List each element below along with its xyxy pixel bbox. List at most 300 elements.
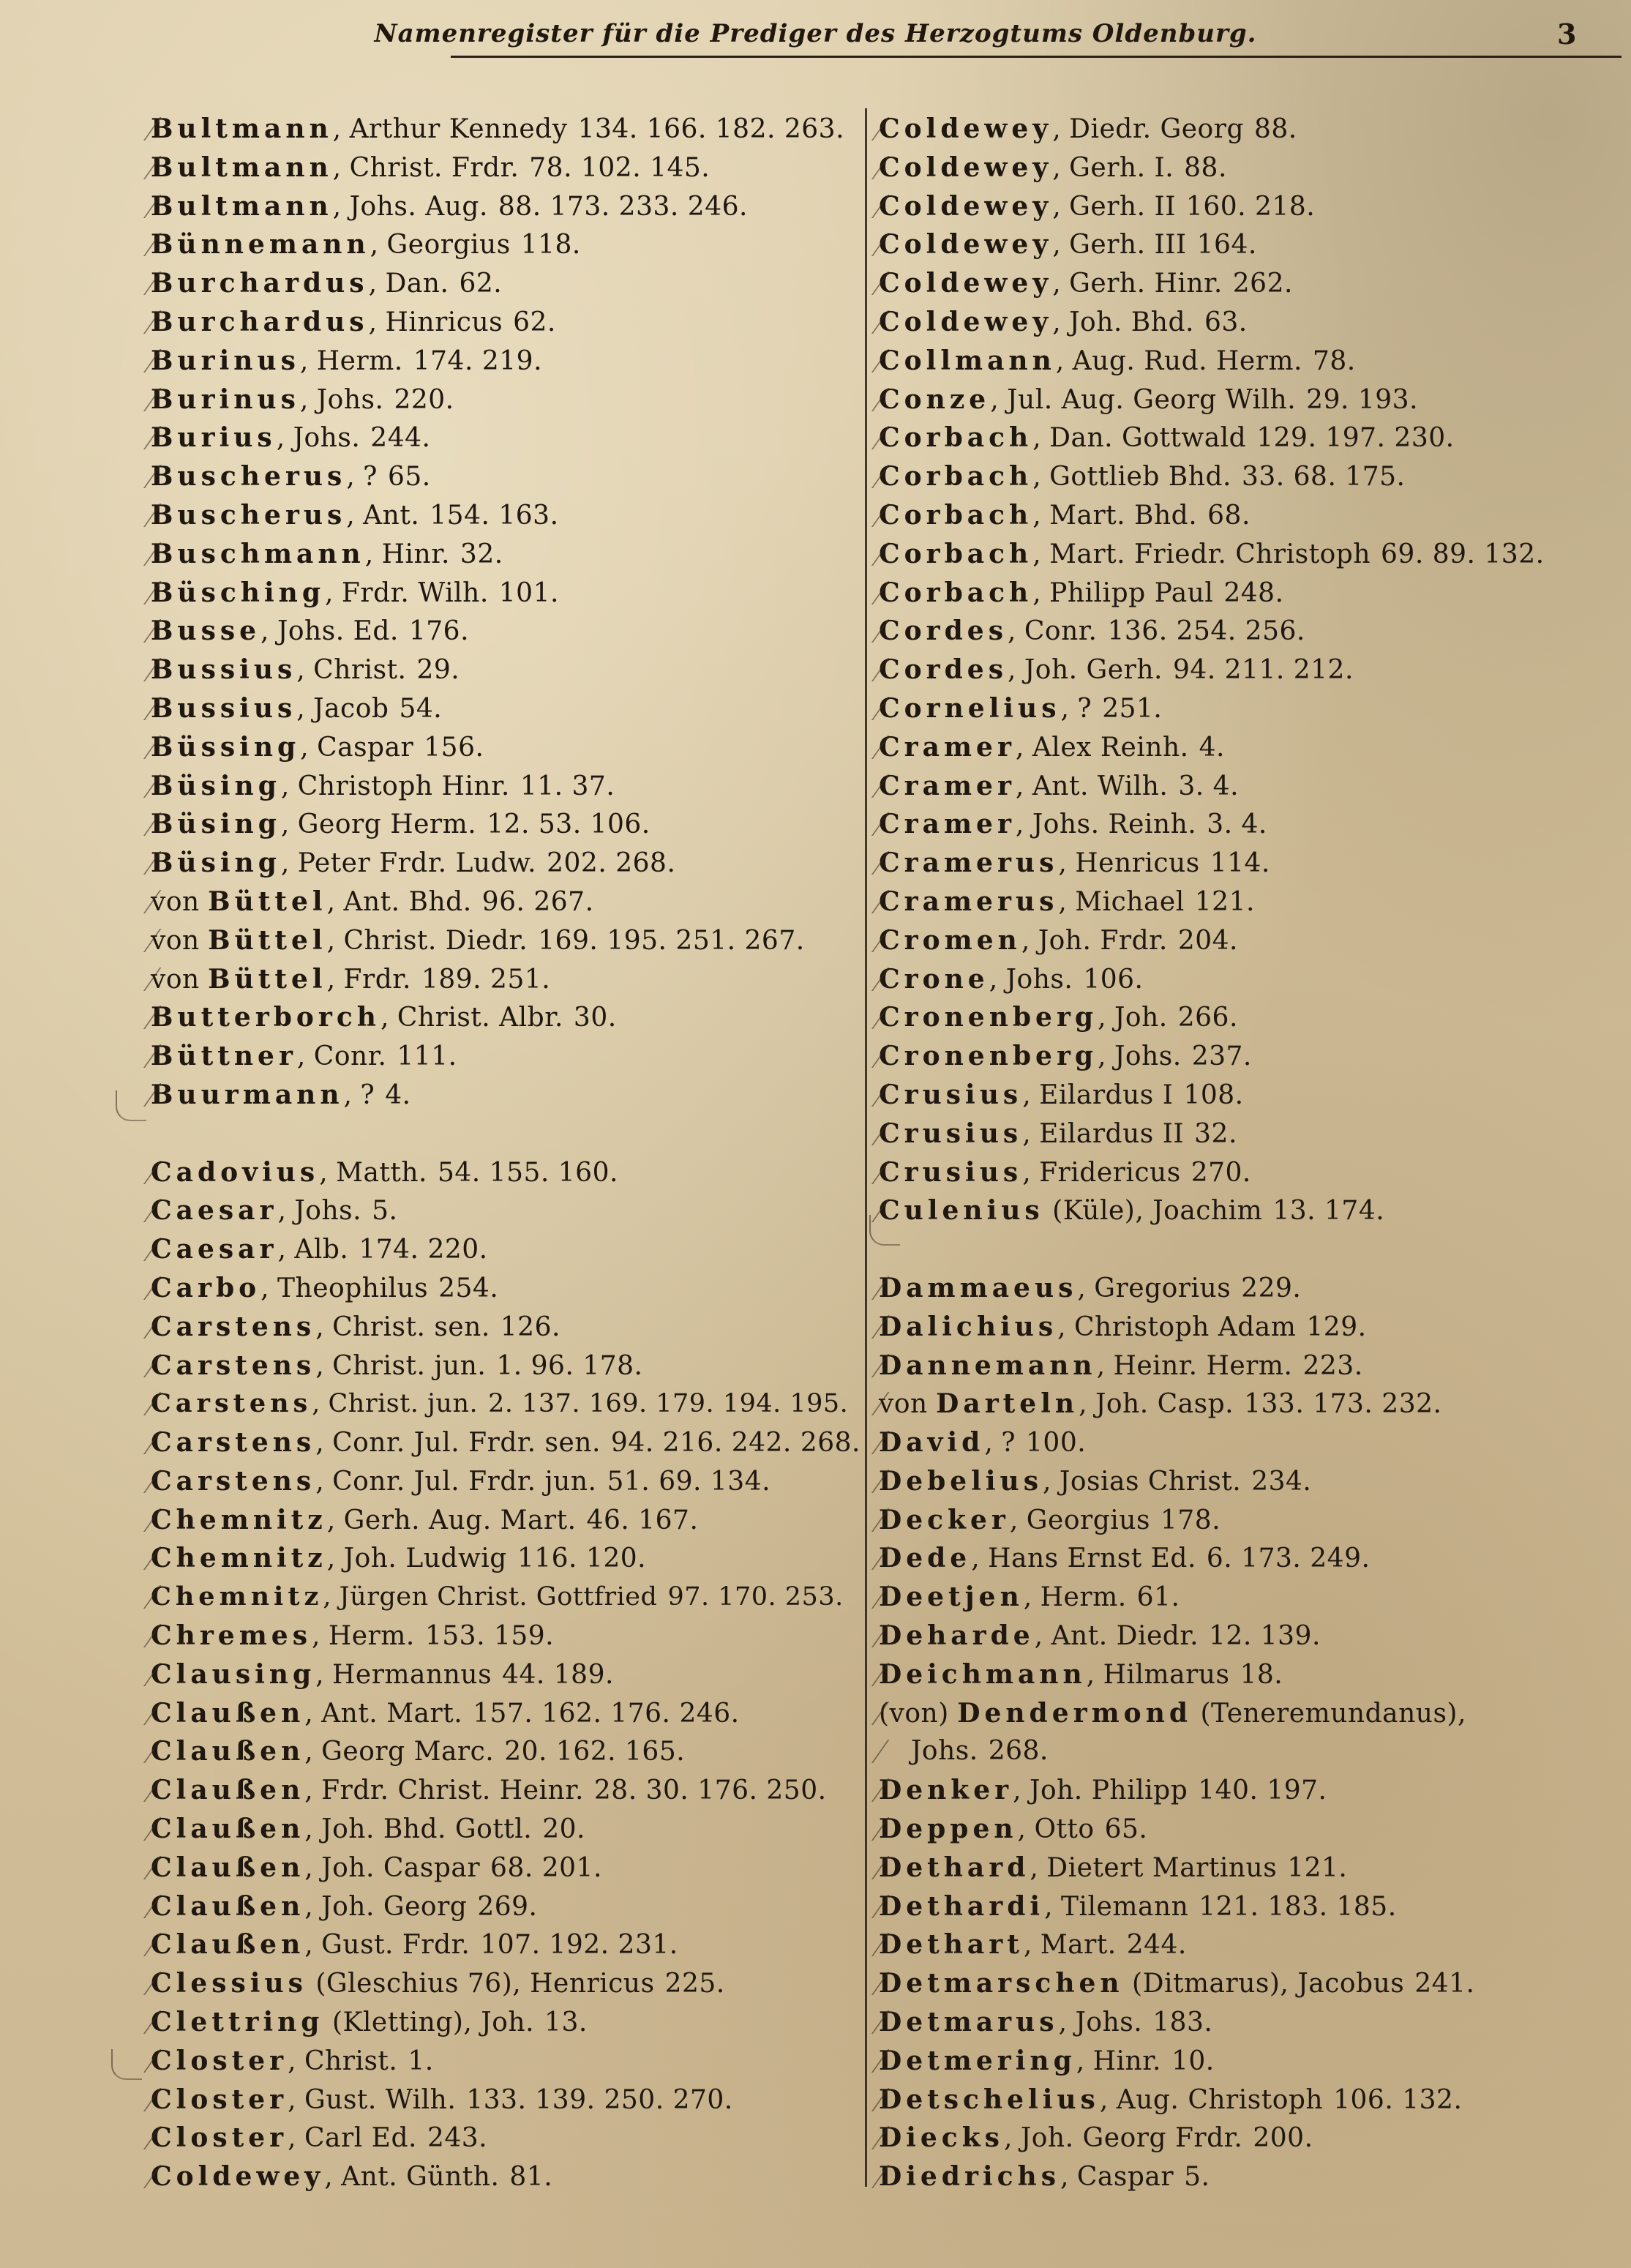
entry-surname: Clausing [151, 1658, 316, 1690]
entry-given-names: Henricus [1075, 848, 1200, 879]
entry-pages: 5. [1184, 2162, 1210, 2193]
entry-given-names: Mart. Friedr. Christoph [1049, 539, 1371, 569]
entry-surname: Dendermond [957, 1697, 1193, 1729]
entry-given-names: Frdr. Wilh. [341, 577, 489, 608]
register-entry: Carstens, Christ. jun. 1. 96. 178. [151, 1347, 861, 1385]
entry-surname: Burinus [151, 383, 300, 415]
entry-pages: 111. [397, 1041, 457, 1072]
entry-given-names: Johs. [1114, 1041, 1182, 1072]
register-entry: Denker, Joh. Philipp 140. 197. [879, 1771, 1618, 1810]
register-entry: Detmering, Hinr. 10. [879, 2042, 1618, 2081]
register-entry: Burinus, Johs. 220. [151, 381, 861, 419]
entry-given-names: Georgius [386, 230, 511, 261]
register-entry: Carstens, Christ. jun. 2. 137. 169. 179. 194. 195. [151, 1385, 861, 1423]
register-entry: Carstens, Conr. Jul. Frdr. sen. 94. 216. 242. 268. [151, 1423, 861, 1462]
entry-surname: Chemnitz [151, 1543, 327, 1574]
entry-given-names: Alb. [294, 1235, 349, 1265]
entry-surname: Claußen [151, 1852, 305, 1883]
section-gap [151, 1115, 861, 1153]
entry-given-names: Joh. Caspar [321, 1852, 481, 1883]
entry-surname: Cordes [879, 654, 1008, 686]
register-entry: Büsching, Frdr. Wilh. 101. [151, 574, 861, 613]
entry-surname: Claußen [151, 1890, 305, 1922]
entry-pages: 220. [394, 384, 454, 415]
entry-given-names: Fridericus [1039, 1157, 1181, 1188]
register-entry: Claußen, Joh. Georg 269. [151, 1887, 861, 1926]
entry-pages: 3. 4. [1178, 771, 1240, 801]
entry-given-names: Gregorius [1094, 1273, 1231, 1303]
entry-pages: 234. [1251, 1466, 1312, 1497]
entry-surname: Cramer [879, 770, 1016, 801]
register-entry: Büsing, Georg Herm. 12. 53. 106. [151, 805, 861, 844]
entry-pages: 20. 162. 165. [504, 1737, 686, 1767]
entry-surname: David [879, 1427, 985, 1459]
entry-surname: Detmarschen [879, 1968, 1124, 1999]
page-number: 3 [1557, 18, 1577, 50]
pencil-mark [116, 1090, 146, 1121]
register-entry: Chemnitz, Jürgen Christ. Gottfried 97. 170. 253. [151, 1578, 861, 1617]
entry-surname: Cramer [879, 809, 1016, 840]
entry-pages: 160. 218. [1185, 191, 1316, 222]
entry-pages: 243. [427, 2123, 488, 2154]
entry-given-names: Jürgen Christ. Gottfried [339, 1582, 658, 1612]
register-entry: Corbach, Dan. Gottwald 129. 197. 230. [879, 419, 1618, 457]
register-entry: Claußen, Ant. Mart. 157. 162. 176. 246. [151, 1694, 861, 1733]
entry-surname: Corbach [879, 461, 1033, 493]
entry-surname: Dethart [879, 1929, 1024, 1961]
register-entry: Cramerus, Michael 121. [879, 883, 1618, 921]
entry-surname: Deichmann [879, 1658, 1087, 1690]
name-prefix: von [151, 964, 200, 995]
entry-surname: Claußen [151, 1814, 305, 1845]
register-entry: Dammaeus, Gregorius 229. [879, 1269, 1618, 1308]
entry-pages: 11. 37. [520, 771, 615, 801]
register-entry: Deetjen, Herm. 61. [879, 1578, 1618, 1617]
entry-pages: 153. 159. [424, 1621, 555, 1652]
entry-pages: 13. [544, 2007, 588, 2038]
entry-given-names: Hermannus [332, 1659, 492, 1690]
register-entry: Dethardi, Tilemann 121. 183. 185. [879, 1887, 1618, 1926]
entry-pages: 13. 174. [1272, 1196, 1385, 1227]
entry-surname: Coldewey [879, 229, 1053, 261]
entry-given-names: Philipp Paul [1049, 577, 1214, 608]
entry-pages: 251. [1102, 693, 1163, 724]
entry-pages: 94. 211. 212. [1172, 655, 1354, 686]
entry-pages: 121. [1194, 886, 1255, 917]
entry-pages: 12. 139. [1209, 1621, 1321, 1652]
register-entry: Bussius, Christ. 29. [151, 651, 861, 689]
name-prefix: von [151, 886, 200, 917]
register-entry: Deichmann, Hilmarus 18. [879, 1655, 1618, 1694]
entry-given-names: Herm. [328, 1621, 415, 1652]
entry-surname: Dalichius [879, 1311, 1058, 1342]
register-entry: Closter, Gust. Wilh. 133. 139. 250. 270. [151, 2081, 861, 2119]
entry-given-names: Heinr. Herm. [1113, 1350, 1293, 1381]
entry-given-names: Frdr. [343, 964, 411, 995]
entry-pages: 121. [1287, 1852, 1348, 1883]
entry-pages: 244. [370, 423, 431, 454]
entry-surname: Denker [879, 1775, 1013, 1806]
entry-pages: 32. [1194, 1118, 1237, 1149]
entry-surname: Corbach [879, 577, 1033, 608]
entry-pages: 204. [1177, 925, 1238, 956]
entry-surname: Buschmann [151, 538, 365, 569]
entry-given-names: Otto [1034, 1814, 1095, 1845]
pencil-mark [111, 2049, 142, 2080]
entry-pages: 29. 193. [1306, 384, 1419, 415]
entry-pages: 154. 163. [430, 500, 559, 531]
register-entry: Detschelius, Aug. Christoph 106. 132. [879, 2081, 1618, 2119]
entry-surname: Crusius [879, 1156, 1023, 1188]
register-entry: Closter, Christ. 1. [151, 2042, 861, 2081]
entry-surname: Butterborch [151, 1002, 380, 1033]
entry-given-names: Hilmarus [1103, 1659, 1230, 1690]
entry-pages: 96. 267. [481, 886, 594, 917]
register-entry: Claußen, Joh. Bhd. Gottl. 20. [151, 1810, 861, 1849]
entry-surname: Detmarus [879, 2007, 1059, 2038]
entry-surname: Carstens [151, 1388, 312, 1419]
register-entry: von Büttel, Ant. Bhd. 96. 267. [151, 883, 861, 921]
entry-surname: Bussius [151, 654, 297, 686]
entry-given-names: Herm. [316, 345, 403, 376]
entry-pages: 106. 132. [1333, 2084, 1463, 2115]
entry-surname: Collmann [879, 345, 1056, 376]
entry-pages: 241. [1414, 1969, 1475, 1999]
register-entry: Cronenberg, Joh. 266. [879, 998, 1618, 1037]
register-entry: Coldewey, Gerh. Hinr. 262. [879, 264, 1618, 303]
entry-surname: Deetjen [879, 1582, 1024, 1613]
entry-given-names: Christ. sen. [332, 1311, 490, 1342]
entry-given-names: Arthur Kennedy [349, 114, 568, 144]
entry-pages: 10. [1171, 2046, 1215, 2076]
entry-surname: Carbo [151, 1272, 261, 1303]
entry-given-names: Dan. Gottwald [1049, 423, 1247, 454]
entry-pages: 81. [509, 2162, 553, 2193]
entry-pages: 68. [1207, 500, 1251, 531]
entry-given-names: Joh. Ludwig [343, 1543, 507, 1574]
entry-pages: 133. 173. 232. [1244, 1389, 1442, 1420]
register-entry: Decker, Georgius 178. [879, 1501, 1618, 1540]
entry-given-names: Hinricus [385, 307, 503, 337]
entry-pages: 69. 89. 132. [1381, 539, 1545, 569]
entry-pages: 164. [1196, 230, 1257, 261]
register-entry [151, 1964, 861, 2003]
entry-given-names: Ant. Bhd. [343, 886, 472, 917]
entry-surname: Detschelius [879, 2084, 1100, 2115]
entry-surname: Büttel [208, 924, 327, 956]
register-entry: Dethard, Dietert Martinus 121. [879, 1849, 1618, 1887]
entry-pages: 63. [1204, 307, 1248, 337]
entry-given-names: Johs. Aug. [349, 191, 488, 222]
register-entry: Dethart, Mart. 244. [879, 1925, 1618, 1964]
entry-given-names: Georgius [1026, 1505, 1150, 1535]
entry-given-names: Georg Herm. [297, 809, 477, 840]
entry-surname: Bultmann [151, 190, 333, 222]
entry-surname: Chemnitz [151, 1582, 323, 1612]
name-prefix: von [879, 1389, 928, 1420]
register-entry: Caesar, Alb. 174. 220. [151, 1230, 861, 1269]
entry-given-names: Hinr. [1092, 2046, 1161, 2076]
register-entry: Carstens, Christ. sen. 126. [151, 1308, 861, 1347]
name-prefix: (von) [879, 1698, 949, 1729]
entry-given-names: Joh. Casp. [1095, 1389, 1234, 1420]
entry-pages: 30. [573, 1003, 617, 1033]
entry-given-names: Christ. jun. [328, 1389, 479, 1419]
entry-pages: 270. [1191, 1157, 1251, 1188]
entry-pages: 178. [1160, 1505, 1221, 1535]
entry-given-names: Johs. Reinh. [1032, 809, 1197, 840]
entry-given-names: Johs. [316, 384, 384, 415]
entry-given-names: Joh. Frdr. [1038, 925, 1168, 956]
register-entry: Conze, Jul. Aug. Georg Wilh. 29. 193. [879, 381, 1618, 419]
entry-given-names: Gerh. II [1069, 191, 1176, 222]
register-entry: von Darteln, Joh. Casp. 133. 173. 232. [879, 1385, 1618, 1423]
entry-given-names: Johs. [294, 1196, 362, 1227]
register-entry: Coldewey, Ant. Günth. 81. [151, 2157, 861, 2196]
entry-pages: 97. 170. 253. [667, 1582, 844, 1612]
entry-pages: 116. 120. [517, 1543, 647, 1574]
entry-pages: 269. [477, 1891, 538, 1922]
entry-pages: 3. 4. [1207, 809, 1267, 840]
entry-given-names: (Ditmarus), Jacobus [1132, 1969, 1405, 1999]
entry-pages: 225. [664, 1969, 725, 1999]
entry-pages: 169. 195. 251. 267. [538, 925, 805, 956]
register-entry [879, 1191, 1618, 1230]
register-entry: Cronenberg, Johs. 237. [879, 1037, 1618, 1076]
pencil-mark [869, 1215, 900, 1246]
left-column [151, 110, 861, 2196]
register-entry: Chemnitz, Joh. Ludwig 116. 120. [151, 1539, 861, 1578]
register-entry: Crone, Johs. 106. [879, 960, 1618, 999]
entry-pages: 32. [460, 539, 503, 569]
entry-surname: Corbach [879, 499, 1033, 531]
register-entry: Dalichius, Christoph Adam 129. [879, 1308, 1618, 1347]
entry-pages: 2. 137. 169. 179. 194. 195. [488, 1389, 849, 1419]
entry-given-names: Peter Frdr. Ludw. [297, 848, 537, 879]
entry-given-names: Mart. Bhd. [1049, 500, 1198, 531]
entry-surname: Closter [151, 2045, 288, 2076]
entry-surname: Burinus [151, 345, 300, 376]
entry-given-names: Jul. Aug. Georg Wilh. [1007, 384, 1297, 415]
entry-surname: Conze [879, 383, 991, 415]
entry-pages: 237. [1191, 1041, 1252, 1072]
entry-pages: 5. [372, 1196, 398, 1227]
entry-given-names: Johs. Ed. [277, 616, 399, 647]
entry-given-names: (Gleschius 76), Henricus [315, 1969, 655, 1999]
entry-surname: Büsching [151, 577, 325, 608]
entry-surname: Crone [879, 963, 989, 995]
entry-pages: 136. 254. 256. [1107, 616, 1305, 647]
entry-given-names: ? [363, 462, 378, 493]
entry-surname: Carstens [151, 1427, 316, 1459]
entry-surname: Claußen [151, 1697, 305, 1729]
entry-given-names: Christ. Frdr. [349, 152, 520, 183]
entry-surname: Crusius [879, 1079, 1023, 1110]
entry-pages: 78. 102. 145. [529, 152, 710, 183]
register-entry: Chemnitz, Gerh. Aug. Mart. 46. 167. [151, 1501, 861, 1540]
entry-surname: Deharde [879, 1620, 1035, 1652]
entry-surname: Burchardus [151, 306, 369, 337]
entry-surname: Cramerus [879, 847, 1059, 879]
register-entry: Corbach, Gottlieb Bhd. 33. 68. 175. [879, 457, 1618, 496]
register-entry: Cramer, Ant. Wilh. 3. 4. [879, 767, 1618, 806]
entry-given-names: (Küle), Joachim [1052, 1196, 1263, 1227]
entry-pages: 61. [1136, 1582, 1180, 1613]
register-entry: Debelius, Josias Christ. 234. [879, 1462, 1618, 1501]
entry-surname: Cornelius [879, 692, 1061, 724]
entry-surname: Cromen [879, 924, 1021, 956]
entry-surname: Detmering [879, 2045, 1076, 2076]
entry-surname: Carstens [151, 1465, 316, 1497]
entry-given-names: Hinr. [381, 539, 450, 569]
entry-pages: 262. [1232, 269, 1293, 299]
entry-given-names: Gust. Frdr. [321, 1930, 470, 1961]
entry-surname: Chremes [151, 1620, 312, 1652]
entry-pages: 88. 173. 233. 246. [498, 191, 748, 222]
entry-surname: Claußen [151, 1736, 305, 1767]
register-entry: Büttner, Conr. 111. [151, 1037, 861, 1076]
register-entry: Bultmann, Arthur Kennedy 134. 166. 182. 263. [151, 110, 861, 149]
register-entry: Cramerus, Henricus 114. [879, 844, 1618, 883]
register-entry: Deppen, Otto 65. [879, 1810, 1618, 1849]
entry-surname: Coldewey [879, 113, 1053, 144]
entry-pages: 12. 53. 106. [487, 809, 650, 840]
register-entry: Bultmann, Christ. Frdr. 78. 102. 145. [151, 149, 861, 187]
entry-surname: Diedrichs [879, 2161, 1060, 2193]
entry-surname: Deppen [879, 1814, 1018, 1845]
entry-surname: Dannemann [879, 1350, 1097, 1381]
register-entry: Coldewey, Diedr. Georg 88. [879, 110, 1618, 149]
register-entry: Coldewey, Gerh. I. 88. [879, 149, 1618, 187]
entry-surname: Coldewey [879, 190, 1053, 222]
register-entry: Burius, Johs. 244. [151, 419, 861, 457]
entry-given-names: Ant. Mart. [321, 1698, 463, 1729]
entry-surname: Claußen [151, 1775, 305, 1806]
register-entry: Claußen, Georg Marc. 20. 162. 165. [151, 1732, 861, 1771]
entry-given-names: Conr. Jul. Frdr. jun. [332, 1466, 597, 1497]
entry-given-names: Caspar [1076, 2162, 1174, 2193]
entry-given-names: Christ. [313, 655, 407, 686]
entry-surname: Buscherus [151, 499, 347, 531]
entry-given-names: Matth. [336, 1157, 427, 1188]
entry-given-names: (Kletting), Joh. [331, 2007, 535, 2038]
entry-pages: 62. [513, 307, 556, 337]
register-entry: Coldewey, Joh. Bhd. 63. [879, 303, 1618, 342]
register-entry: Claußen, Frdr. Christ. Heinr. 28. 30. 176. 250. [151, 1771, 861, 1810]
register-entry: Diedrichs, Caspar 5. [879, 2157, 1618, 2196]
entry-given-names: Ant. Diedr. [1051, 1621, 1199, 1652]
entry-given-names: Christoph Adam [1074, 1311, 1297, 1342]
entry-surname: Dammaeus [879, 1272, 1078, 1303]
entry-surname: Coldewey [879, 306, 1053, 337]
entry-surname: Cordes [879, 615, 1008, 647]
entry-pages: 78. [1313, 345, 1356, 376]
register-entry: Cornelius, ? 251. [879, 689, 1618, 728]
register-entry [879, 1964, 1618, 2003]
entry-surname: Bünnemann [151, 229, 370, 261]
entry-pages: 29. [416, 655, 460, 686]
entry-given-names: ? [360, 1079, 375, 1110]
entry-pages: 20. [542, 1814, 585, 1845]
entry-pages: 254. [438, 1273, 499, 1303]
entry-given-names: Ant. [363, 500, 420, 531]
entry-surname: Büttel [208, 963, 327, 995]
register-entry: Burchardus, Dan. 62. [151, 264, 861, 303]
entry-pages: 157. 162. 176. 246. [473, 1698, 740, 1729]
entry-pages: 266. [1177, 1003, 1238, 1033]
header-rule [451, 56, 1621, 58]
right-column [879, 110, 1618, 2196]
entry-given-names: Gerh. Hinr. [1069, 269, 1223, 299]
entry-pages: 108. [1183, 1079, 1244, 1110]
entry-surname: Cadovius [151, 1156, 320, 1188]
entry-surname: Bussius [151, 692, 297, 724]
register-entry: Cordes, Joh. Gerh. 94. 211. 212. [879, 651, 1618, 689]
register-entry: Corbach, Mart. Friedr. Christoph 69. 89. 132. [879, 535, 1618, 574]
entry-given-names: Christ. jun. [332, 1350, 487, 1381]
entry-surname: Busse [151, 615, 261, 647]
entry-pages: 4. [1199, 732, 1225, 763]
entry-given-names: Tilemann [1060, 1891, 1189, 1922]
entry-given-names: Joh. Gerh. [1024, 655, 1163, 686]
entry-pages: 65. [1104, 1814, 1148, 1845]
entry-pages: 33. 68. 175. [1241, 462, 1406, 493]
entry-surname: Cronenberg [879, 1002, 1098, 1033]
entry-given-names: Aug. Christoph [1116, 2084, 1324, 2115]
register-entry: Büsing, Peter Frdr. Ludw. 202. 268. [151, 844, 861, 883]
entry-given-names: Herm. [1040, 1582, 1127, 1613]
entry-pages: 134. 166. 182. 263. [577, 114, 845, 144]
entry-surname: Büsing [151, 847, 281, 879]
entry-given-names: Joh. Bhd. Gottl. [321, 1814, 533, 1845]
entry-given-names: Johs. [293, 423, 361, 454]
entry-pages: 107. 192. 231. [480, 1930, 678, 1961]
entry-surname: Bultmann [151, 151, 333, 183]
entry-given-names: Ant. Günth. [341, 2162, 500, 2193]
entry-surname: Diecks [879, 2122, 1004, 2154]
entry-surname: Caesar [151, 1234, 278, 1265]
entry-surname: Büttner [151, 1041, 297, 1072]
header-title: Namenregister für die Prediger des Herzogtums Oldenburg. [374, 19, 1257, 48]
entry-given-names: Gottlieb Bhd. [1049, 462, 1231, 493]
register-entry: Büssing, Caspar 156. [151, 728, 861, 767]
entry-surname: Coldewey [879, 268, 1053, 299]
name-prefix: von [151, 925, 200, 956]
entry-pages: 244. [1126, 1930, 1187, 1961]
column-divider [865, 108, 867, 2187]
entry-given-names: Christ. [304, 2046, 398, 2076]
entry-given-names: Frdr. Christ. Heinr. [321, 1775, 584, 1806]
entry-surname: Dede [879, 1543, 972, 1574]
entry-pages: 1. 96. 178. [496, 1350, 643, 1381]
register-entry: Chremes, Herm. 153. 159. [151, 1617, 861, 1655]
entry-surname: Büsing [151, 770, 281, 801]
register-entry: Cramer, Johs. Reinh. 3. 4. [879, 805, 1618, 844]
entry-pages: 62. [459, 269, 503, 299]
entry-surname: Carstens [151, 1311, 316, 1342]
entry-pages: 4. [385, 1079, 411, 1110]
entry-pages: 44. 189. [502, 1659, 614, 1690]
entry-given-names: Christoph Hinr. [297, 771, 510, 801]
entry-pages: 101. [498, 577, 559, 608]
register-entry: Busse, Johs. Ed. 176. [151, 612, 861, 651]
entry-given-names: Georg Marc. [321, 1737, 495, 1767]
register-entry: Corbach, Philipp Paul 248. [879, 574, 1618, 613]
entry-pages: 268. [988, 1736, 1049, 1767]
register-entry: Claußen, Gust. Frdr. 107. 192. 231. [151, 1925, 861, 1964]
entry-given-names: Christ. Diedr. [343, 925, 528, 956]
entry-pages: 174. 219. [413, 345, 543, 376]
